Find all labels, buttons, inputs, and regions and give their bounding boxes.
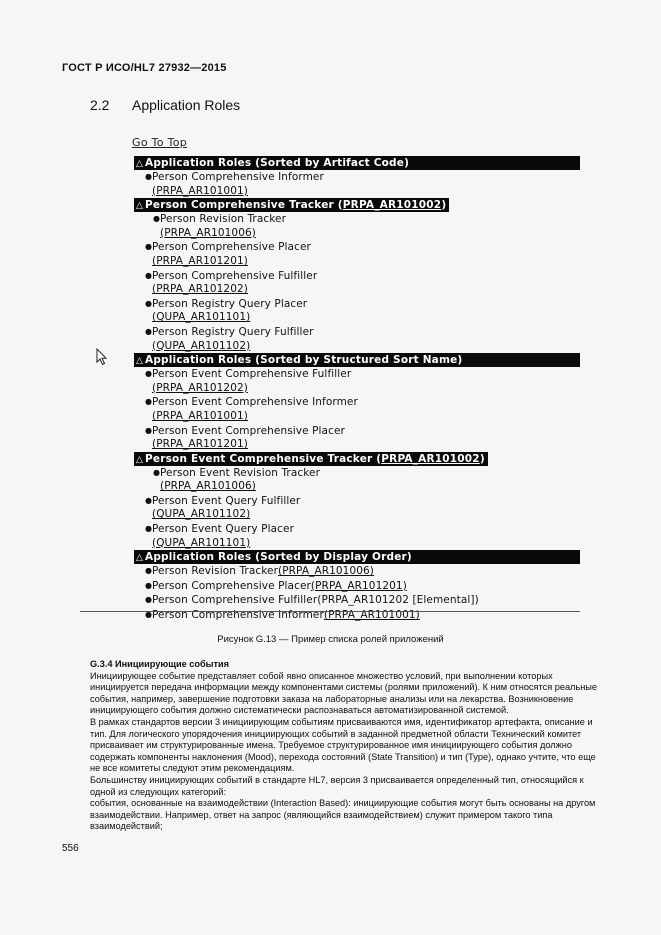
list-item [134, 325, 580, 340]
document-header: ГОСТ Р ИСО/HL7 27932—2015 [62, 62, 227, 74]
item-label: Person Comprehensive Fulfiller [152, 594, 318, 607]
item-label: Person Event Comprehensive Placer [152, 424, 345, 437]
section-heading [90, 97, 240, 113]
item-label: Person Registry Query Placer [152, 297, 308, 310]
bar-label: Person Event Comprehensive Tracker [145, 452, 373, 465]
section-number: 2.2 [90, 97, 110, 113]
item-code-link[interactable]: (QUPA_AR101101) [152, 536, 251, 549]
item-label: Person Comprehensive Informer [152, 171, 324, 183]
figure-caption: Рисунок G.13 — Пример списка ролей приложений [217, 634, 444, 645]
bullet-icon: ● [145, 326, 153, 336]
item-code-link[interactable]: (PRPA_AR101202) [152, 283, 248, 296]
bar-label: Application Roles (Sorted by Display Order) [145, 551, 412, 564]
item-label: Person Revision Tracker [160, 213, 287, 226]
item-code-link[interactable]: (PRPA_AR101006) [160, 226, 256, 239]
bullet-icon: ● [153, 214, 161, 224]
paragraph: Большинству инициирующих событий в стандарте HL7, версия 3 присваивается определенный тип, относящийся к одной из следующих категорий: [90, 774, 584, 797]
item-code-link[interactable]: (PRPA_AR101201) [152, 438, 248, 451]
list-item [134, 466, 580, 481]
bullet-icon: ● [145, 298, 153, 308]
triangle-icon: △ [136, 356, 144, 367]
triangle-icon: △ [136, 553, 144, 564]
item-code-link[interactable]: (QUPA_AR101101) [152, 311, 251, 324]
go-to-top-link[interactable]: Go To Top [132, 136, 188, 149]
bar-sorted-by-artifact[interactable] [134, 156, 580, 170]
bar-event-comprehensive-tracker[interactable]: △ Person Event Comprehensive Tracker (PRPA_AR101002) [134, 452, 488, 466]
bullet-icon: ● [145, 242, 153, 252]
list-item [134, 593, 580, 608]
item-label: Person Comprehensive Informer [152, 609, 324, 622]
bullet-icon: ● [145, 580, 153, 590]
bullet-icon: ● [145, 369, 153, 379]
item-code-link[interactable]: (PRPA_AR101006) [278, 565, 375, 578]
bullet-icon: ● [145, 524, 153, 534]
application-roles-figure [134, 156, 580, 623]
item-code-link[interactable]: (PRPA_AR101001) [152, 409, 248, 422]
list-item [134, 269, 580, 284]
item-label: Person Comprehensive Placer [152, 579, 311, 592]
list-item [134, 579, 580, 594]
item-code-link[interactable]: (PRPA_AR101202) [152, 381, 248, 394]
bar-label: Application Roles (Sorted by Structured Sort Name) [145, 354, 463, 367]
list-item [134, 395, 580, 410]
list-item [134, 424, 580, 439]
item-label: Person Event Query Fulfiller [152, 494, 301, 507]
subsection-heading: G.3.4 Инициирующие события [90, 659, 230, 669]
list-item [134, 564, 580, 579]
bullet-icon: ● [145, 425, 153, 435]
item-code-link[interactable]: (PRPA_AR101001) [323, 609, 420, 622]
item-label: Person Event Comprehensive Fulfiller [152, 368, 352, 381]
list-item [134, 367, 580, 382]
list-item [134, 494, 580, 509]
item-code-link[interactable]: (PRPA_AR101006) [160, 480, 256, 493]
bar-label: Application Roles (Sorted by Artifact Code) [145, 157, 410, 169]
item-label: Person Comprehensive Placer [152, 241, 311, 254]
bullet-icon: ● [145, 172, 153, 181]
item-code-link[interactable]: (PRPA_AR101201) [152, 254, 248, 267]
figure-bottom-rule [80, 611, 580, 612]
bar-label: Person Comprehensive Tracker [145, 199, 334, 212]
item-code-link[interactable]: (QUPA_AR101102) [152, 508, 251, 521]
list-item [134, 212, 580, 227]
tracker-code-link[interactable]: PRPA_AR101002 [342, 199, 442, 212]
item-code-link[interactable]: (PRPA_AR101201) [310, 579, 407, 592]
list-item [134, 240, 580, 255]
bullet-icon: ● [145, 595, 153, 605]
body-text [90, 659, 600, 833]
item-code-link[interactable]: (PRPA_AR101001) [152, 184, 248, 197]
bullet-icon: ● [145, 566, 153, 576]
list-item [134, 522, 580, 537]
paragraph: В рамках стандартов версии 3 инициирующим событиям присваиваются имя, идентификатор артефакта, описание и тип. Для логического упорядочения инициирующих событий в заданной предметной области Технический комитет присваивает им структурированные имена. Требуемое структурированное имя инициирующего события должно содержать компоненты наклонения (Mood), перехода состояний (State Transition) и тип (Type), однако учтите, что еще не все комитеты следуют этим рекомендациям. [90, 716, 596, 774]
item-label: Person Event Query Placer [152, 523, 295, 536]
list-item [134, 170, 580, 185]
item-label: Person Event Comprehensive Informer [152, 396, 358, 409]
mouse-pointer-icon [96, 348, 108, 366]
paragraph: события, основанные на взаимодействии (Interaction Based): инициирующие события могут быть основаны на другом взаимодействии. Например, ответ на запрос (являющийся взаимодействием) служит примером такого типа взаимодействий; [90, 798, 596, 832]
item-code-link[interactable]: (QUPA_AR101102) [152, 339, 251, 352]
bullet-icon: ● [145, 610, 153, 620]
bar-sorted-by-structured-name[interactable] [134, 353, 580, 367]
bullet-icon: ● [145, 495, 153, 505]
item-label: Person Comprehensive Fulfiller [152, 269, 318, 282]
triangle-icon: △ [136, 159, 144, 169]
bar-sorted-by-display-order[interactable] [134, 550, 580, 564]
bar-comprehensive-tracker[interactable]: △ Person Comprehensive Tracker (PRPA_AR101002) [134, 198, 449, 212]
page-number: 556 [62, 843, 79, 854]
item-label: Person Revision Tracker [152, 565, 279, 578]
list-item [134, 297, 580, 312]
tracker-code-link[interactable]: PRPA_AR101002 [381, 452, 480, 465]
triangle-icon: △ [136, 454, 144, 465]
item-label: Person Registry Query Fulfiller [152, 325, 314, 338]
bullet-icon: ● [153, 467, 161, 477]
bullet-icon: ● [145, 397, 153, 407]
item-label: Person Event Revision Tracker [160, 466, 321, 479]
item-code: (PRPA_AR101202 [Elemental]) [317, 594, 479, 607]
triangle-icon: △ [136, 201, 144, 212]
section-title: Application Roles [132, 97, 241, 113]
paragraph: Инициирующее событие представляет собой явно описанное множество условий, при выполнении которых инициируется передача информации между компонентами системы (ролями приложений). К ним относятся реальные события, например, завершение подготовки заказа на лабораторные анализы или на лекарства. Возникновение инициирующего события должно систематически распознаваться автоматизированной системой. [90, 670, 597, 716]
bullet-icon: ● [145, 270, 153, 280]
